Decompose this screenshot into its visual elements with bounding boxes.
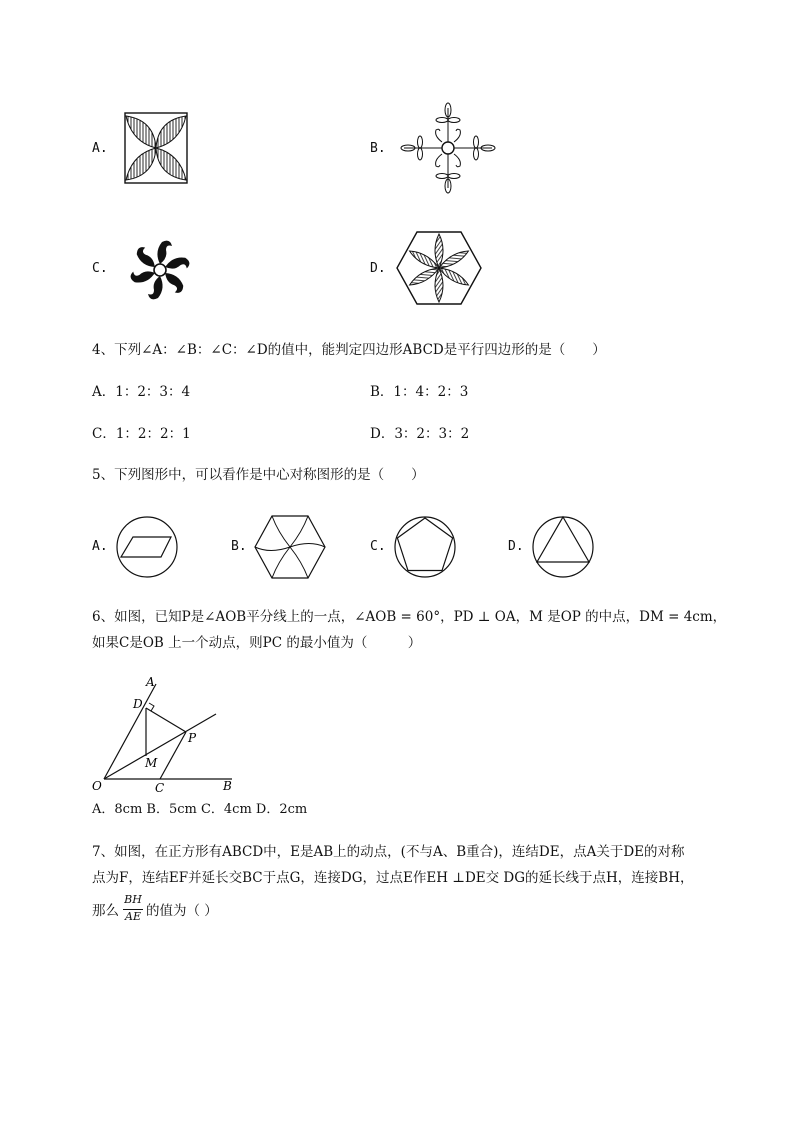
- q5-option-b-label: B.: [231, 539, 247, 554]
- q5-figure-d-triangle-in-circle: [531, 515, 595, 579]
- q5-stem: 5、下列图形中，可以看作是中心对称图形的是（ ）: [92, 467, 425, 483]
- q6-label-c: C: [155, 781, 165, 795]
- q6-stem-line2: 如果C是OB 上一个动点，则PC 的最小值为（ ）: [92, 635, 422, 651]
- q5-figure-a-parallelogram-in-circle: [115, 515, 179, 579]
- q4-option-a: A．1：2：3：4: [92, 384, 191, 400]
- q6-figure: [90, 672, 240, 797]
- q3-option-b-label: B.: [370, 141, 386, 156]
- q7-fraction-numerator: BH: [124, 893, 142, 906]
- q4-option-d: D．3：2：3：2: [370, 426, 470, 442]
- q6-label-o: O: [92, 779, 102, 793]
- q3-option-a-label: A.: [92, 141, 108, 156]
- q7-stem-line2: 点为F，连结EF并延长交BC于点G，连接DG，过点E作EH ⊥DE交 DG的延长线于点H，连接BH，: [92, 870, 694, 886]
- q3-figure-d: [396, 230, 482, 306]
- q3-figure-a: [124, 112, 188, 184]
- q6-label-m: M: [145, 756, 158, 770]
- q6-label-d: D: [133, 697, 143, 711]
- q3-option-d-label: D.: [370, 261, 386, 276]
- q7-stem-line3-prefix: 那么: [92, 903, 119, 919]
- q5-option-c-label: C.: [370, 539, 386, 554]
- q5-figure-b-hexagon-arcs: [254, 514, 326, 580]
- q6-label-a: A: [146, 675, 155, 689]
- q3-figure-b: [400, 100, 496, 196]
- q4-option-c: C．1：2：2：1: [92, 426, 191, 442]
- q7-stem-line1: 7、如图，在正方形有ABCD中，E是AB上的动点，(不与A、B重合)，连结DE，点A关于DE的对称: [92, 844, 685, 860]
- q5-option-a-label: A.: [92, 539, 108, 554]
- q3-option-c-label: C.: [92, 261, 108, 276]
- q3-figure-c: [118, 236, 202, 306]
- q5-figure-c-pentagon-in-circle: [393, 515, 457, 579]
- q5-option-d-label: D.: [508, 539, 524, 554]
- q6-options: A．8cm B．5cm C．4cm D．2cm: [92, 802, 308, 817]
- q6-label-p: P: [188, 731, 197, 745]
- q7-fraction-denominator: AE: [125, 910, 141, 923]
- q6-stem-line1: 6、如图，已知P是∠AOB平分线上的一点，∠AOB = 60°，PD ⊥ OA，M 是OP 的中点，DM = 4cm，: [92, 609, 727, 625]
- q4-option-b: B．1：4：2：3: [370, 384, 469, 400]
- q4-stem: 4、下列∠A：∠B：∠C：∠D的值中，能判定四边形ABCD是平行四边形的是（ ）: [92, 342, 606, 358]
- q6-label-b: B: [223, 779, 232, 793]
- q7-stem-line3-suffix: 的值为（ ）: [146, 903, 218, 919]
